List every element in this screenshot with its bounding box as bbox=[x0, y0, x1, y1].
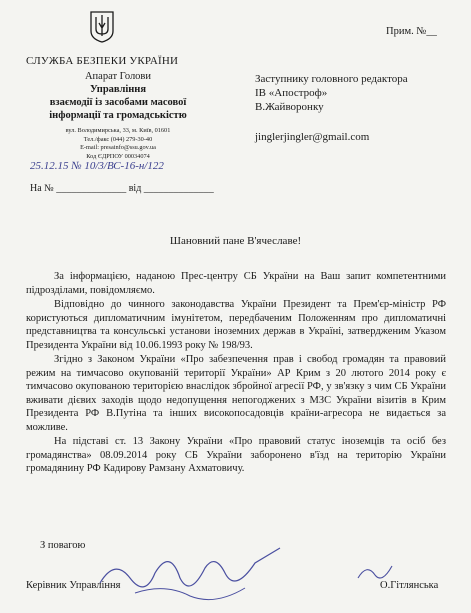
dept-line: Управління bbox=[89, 84, 147, 95]
trident-coat-of-arms-icon bbox=[88, 9, 116, 43]
dept-line: взаємодії із засобами масової bbox=[49, 97, 187, 108]
paragraph: На підставі ст. 13 Закону України «Про правовий статус іноземців та осіб без громадянства» 08.09.2014 року СБ України заборонено в'їзд на територію України громадянину РФ Кадирову Рамзану Ахматовичу. bbox=[26, 436, 446, 474]
organization-name: СЛУЖБА БЕЗПЕКИ УКРАЇНИ bbox=[26, 55, 179, 67]
signature-icon bbox=[95, 538, 285, 608]
recipient-email: jinglerjingler@gmail.com bbox=[255, 131, 370, 143]
address-line: E-mail: presainfo@ssu.gov.ua bbox=[80, 144, 156, 152]
address-line: Тел./факс (044) 279-30-40 bbox=[83, 135, 153, 143]
handwritten-reference: 25.12.15 № 10/3/ВС-16-н/122 bbox=[30, 160, 164, 172]
recipient-block bbox=[255, 72, 408, 115]
department-block bbox=[28, 70, 208, 122]
letter-body bbox=[26, 270, 446, 477]
paragraph: Згідно з Законом України «Про забезпечення прав і свобод громадян та правовий режим на тимчасово окупованій території України» АР Крим з 20 лютого 2014 року є тимчасово окупованою територією внаслідок збройної агресії РФ, у зв'язку з чим СБ України вживати дієвих заходів щодо недопущення непогоджених з МЗС України візитів в Крим Президента РФ В.Путіна та інших високопосадовців країни-агресора не видається за можливе. bbox=[26, 354, 446, 433]
recipient-line: В.Жайворонку bbox=[255, 101, 324, 114]
address-line: Код ЄДРПОУ 00034074 bbox=[86, 152, 150, 160]
address-line: вул. Володимирська, 33, м. Київ, 01601 bbox=[65, 127, 171, 134]
paragraph: Відповідно до чинного законодавства України Президент та Прем'єр-міністр РФ користуються дипломатичним імунітетом, передбаченим Положенням про дипломатичні представництва та консульські установи іноземних держав в Україні, затвердженим Указом Президента України від 10.06.1993 року № 198/93. bbox=[26, 299, 446, 351]
salutation: Шановний пане В'ячеславе! bbox=[169, 235, 302, 247]
closing-regards: З повагою bbox=[40, 540, 86, 551]
prim-number: Прим. №__ bbox=[386, 26, 437, 37]
recipient-line: IB «Апостроф» bbox=[255, 87, 328, 100]
dept-line: Апарат Голови bbox=[84, 71, 152, 82]
signer-name: О.Гітлянська bbox=[380, 580, 439, 591]
dept-line: інформації та громадськістю bbox=[49, 110, 187, 121]
reference-line: На № ______________ від ______________ bbox=[30, 183, 214, 194]
recipient-line: Заступнику головного редактора bbox=[255, 73, 408, 85]
signer-title: Керівник Управління bbox=[26, 580, 121, 591]
paragraph: За інформацією, наданою Прес-центру СБ України на Ваш запит компетентними підрозділами, повідомляємо. bbox=[26, 271, 446, 296]
address-block bbox=[28, 127, 208, 161]
